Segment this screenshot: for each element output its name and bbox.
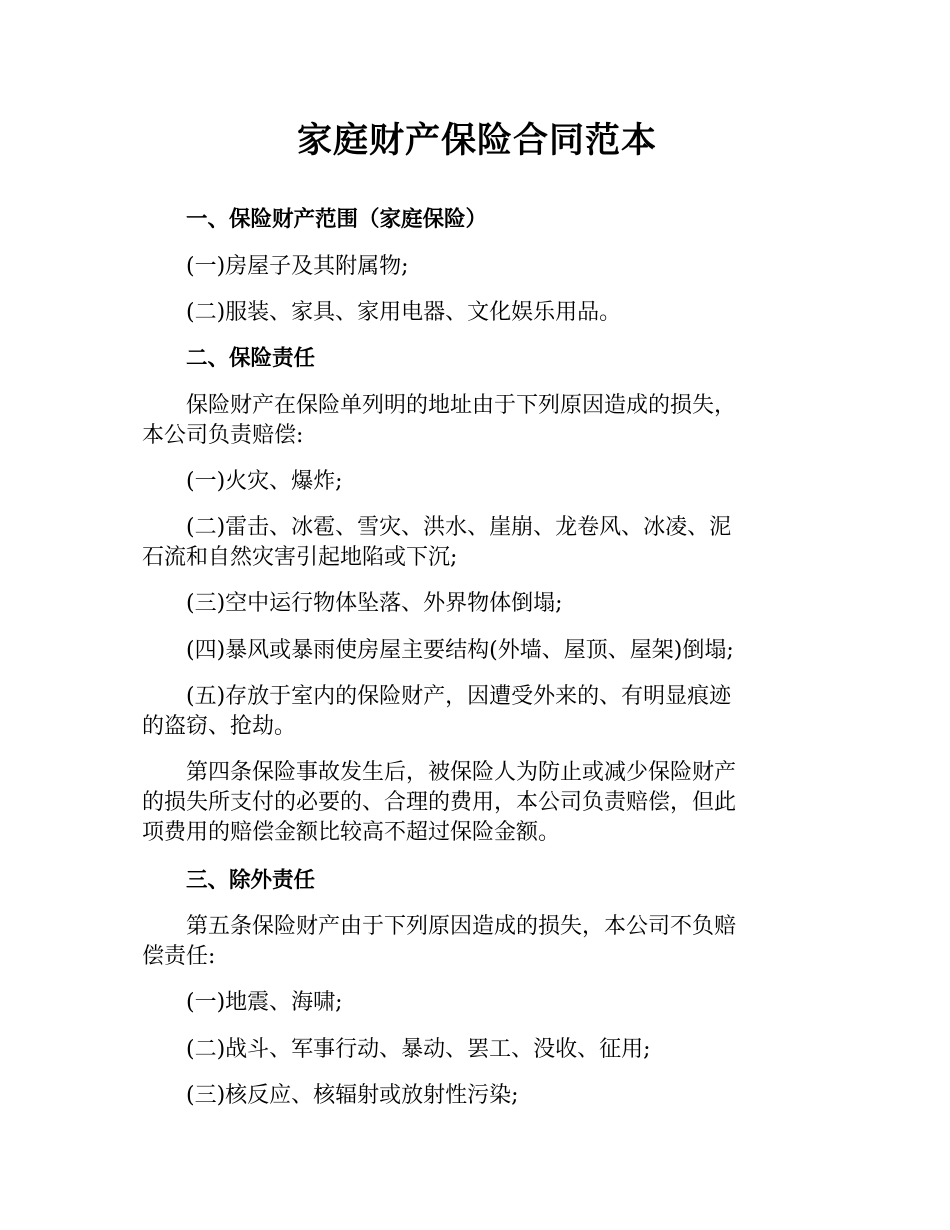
- section-heading-exclusions: 三、除外责任: [186, 868, 316, 893]
- paragraph-line: 偿责任:: [142, 944, 216, 969]
- list-item: [142, 682, 812, 742]
- document-page: [142, 0, 812, 1230]
- section-heading-liability: 二、保险责任: [186, 346, 316, 371]
- list-item: (二)服装、家具、家用电器、文化娱乐用品。: [186, 300, 622, 325]
- paragraph-line: (五)存放于室内的保险财产，因遭受外来的、有明显痕迹: [186, 684, 732, 709]
- paragraph-line: 本公司负责赔偿:: [142, 423, 304, 448]
- paragraph-line: 石流和自然灾害引起地陷或下沉;: [142, 545, 458, 570]
- document-title: 家庭财产保险合同范本: [296, 121, 657, 161]
- list-item: (一)房屋子及其附属物;: [186, 254, 409, 279]
- liability-intro-paragraph: [142, 391, 812, 451]
- list-item: (四)暴风或暴雨使房屋主要结构(外墙、屋顶、屋架)倒塌;: [186, 638, 734, 663]
- list-item: (三)核反应、核辐射或放射性污染;: [186, 1083, 519, 1108]
- list-item: (三)空中运行物体坠落、外界物体倒塌;: [186, 591, 563, 616]
- article-five-paragraph: [142, 912, 812, 972]
- list-item: (二)战斗、军事行动、暴动、罢工、没收、征用;: [186, 1037, 651, 1062]
- section-heading-scope: 一、保险财产范围（家庭保险）: [186, 207, 488, 232]
- paragraph-line: 第五条保险财产由于下列原因造成的损失，本公司不负赔: [186, 914, 737, 939]
- list-item: (一)火灾、爆炸;: [186, 469, 343, 494]
- paragraph-line: 保险财产在保险单列明的地址由于下列原因造成的损失，: [186, 393, 737, 418]
- paragraph-line: 项费用的赔偿金额比较高不超过保险金额。: [142, 820, 561, 845]
- article-four-paragraph: [142, 758, 812, 848]
- list-item: (一)地震、海啸;: [186, 990, 343, 1015]
- paragraph-line: (二)雷击、冰雹、雪灾、洪水、崖崩、龙卷风、冰凌、泥: [186, 515, 732, 540]
- paragraph-line: 的损失所支付的必要的、合理的费用，本公司负责赔偿，但此: [142, 790, 737, 815]
- list-item: [142, 513, 812, 573]
- paragraph-line: 的盗窃、抢劫。: [142, 714, 297, 739]
- paragraph-line: 第四条保险事故发生后，被保险人为防止或减少保险财产: [186, 760, 737, 785]
